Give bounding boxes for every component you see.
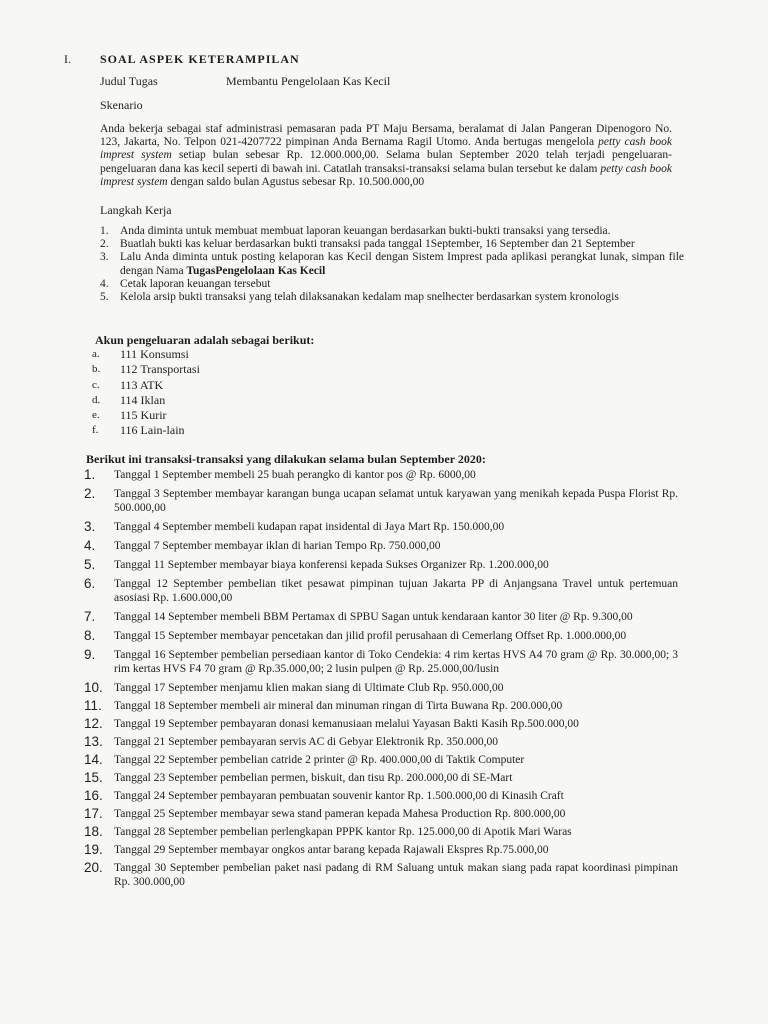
transaksi-item: 2. Tanggal 3 September membayar karangan bunga ucapan selamat untuk karyawan yang menikah kepada Puspa Florist Rp. 500.000,00: [84, 486, 678, 514]
transaksi-item: 5. Tanggal 11 September membayar biaya konferensi kepada Sukses Organizer Rp. 1.200.000,00: [84, 557, 549, 572]
section-title: SOAL ASPEK KETERAMPILAN: [100, 52, 300, 66]
judul-value: Membantu Pengelolaan Kas Kecil: [226, 74, 391, 88]
transaksi-item: 6. Tanggal 12 September pembelian tiket pesawat pimpinan tujuan Jakarta PP di Anjangsana Travel untuk pertemuan asosiasi Rp. 1.600.000,00: [84, 576, 678, 604]
transaksi-item: 8. Tanggal 15 September membayar pencetakan dan jilid profil perusahaan di Cemerlang Offset Rp. 1.000.000,00: [84, 628, 627, 643]
transaksi-item: 19. Tanggal 29 September membayar ongkos antar barang kepada Rajawali Ekspres Rp.75.000,00: [84, 842, 549, 857]
transaksi-item: 9. Tanggal 16 September pembelian persediaan kantor di Toko Cendekia: 4 rim kertas HVS A4 70 gram @ Rp. 30.000,00; 3 rim kertas HVS F4 70 gram @ Rp.35.000,00; 2 lusin pulpen @ Rp. 25.000,00/lusin: [84, 647, 678, 675]
langkah-step: 5. Kelola arsip bukti transaksi yang telah dilaksanakan kedalam map snelhecter berdasarkan system kronologis: [100, 291, 619, 304]
transaksi-item: 20. Tanggal 30 September pembelian paket nasi padang di RM Saluang untuk makan siang pada rapat koordinasi pimpinan Rp. 300.000,00: [84, 860, 678, 888]
judul-label: Judul Tugas: [100, 74, 158, 88]
akun-title: Akun pengeluaran adalah sebagai berikut:: [95, 333, 315, 347]
langkah-step: 4. Cetak laporan keuangan tersebut: [100, 277, 271, 290]
transaksi-item: 11. Tanggal 18 September membeli air mineral dan minuman ringan di Tirta Buwana Rp. 200.000,00: [84, 698, 563, 713]
langkah-label: Langkah Kerja: [100, 203, 172, 217]
transaksi-item: 3. Tanggal 4 September membeli kudapan rapat insidental di Jaya Mart Rp. 150.000,00: [84, 519, 505, 534]
akun-item: c. 113 ATK: [92, 377, 164, 392]
transaksi-item: 13. Tanggal 21 September pembayaran servis AC di Gebyar Elektronik Rp. 350.000,00: [84, 734, 499, 749]
transaksi-item: 14. Tanggal 22 September pembelian catride 2 printer @ Rp. 400.000,00 di Taktik Computer: [84, 752, 525, 767]
transaksi-item: 1. Tanggal 1 September membeli 25 buah perangko di kantor pos @ Rp. 6000,00: [84, 467, 476, 482]
transaksi-item: 15. Tanggal 23 September pembelian permen, biskuit, dan tisu Rp. 200.000,00 di SE-Mart: [84, 770, 513, 785]
langkah-step: 1. Anda diminta untuk membuat membuat laporan keuangan berdasarkan bukti-bukti transaksi yang tersedia.: [100, 225, 611, 237]
transaksi-title: Berikut ini transaksi-transaksi yang dilakukan selama bulan September 2020:: [86, 452, 486, 466]
akun-item: f. 116 Lain-lain: [92, 423, 185, 438]
transaksi-list: [84, 468, 678, 889]
langkah-step: 3. Lalu Anda diminta untuk posting kelaporan kas Kecil dengan Sistem Imprest pada aplikasi perangkat lunak, simpan file dengan Nama TugasPengelolaan Kas Kecil: [100, 251, 684, 277]
transaksi-item: 12. Tanggal 19 September pembayaran donasi kemanusiaan melalui Yayasan Bakti Kasih Rp.500.000,00: [84, 716, 579, 731]
skenario-paragraph: Anda bekerja sebagai staf administrasi pemasaran pada PT Maju Bersama, beralamat di Jalan Pangeran Dipenogoro No. 123, Jakarta, No. Telpon 021-4207722 pimpinan Anda Bernama Ragil Utomo. Anda bertugas mengelola petty cash book imprest system setiap bulan sebesar Rp. 12.000.000,00. Selama bulan September 2020 telah terjadi pengeluaran-pengeluaran dana kas kecil seperti di bawah ini. Catatlah transaksi-transaksi selama bulan tersebut ke dalam petty cash book imprest system dengan saldo bulan Agustus sebesar Rp. 10.500.000,00: [100, 123, 672, 188]
transaksi-item: 4. Tanggal 7 September membayar iklan di harian Tempo Rp. 750.000,00: [84, 538, 441, 553]
transaksi-item: 17. Tanggal 25 September membayar sewa stand pameran kepada Mahesa Production Rp. 800.000,00: [84, 806, 566, 821]
akun-list: [92, 347, 200, 439]
akun-item: e. 115 Kurir: [92, 408, 167, 423]
akun-item: a. 111 Konsumsi: [92, 347, 189, 361]
transaksi-item: 18. Tanggal 28 September pembelian perlengkapan PPPK kantor Rp. 125.000,00 di Apotik Mari Waras: [84, 824, 572, 839]
langkah-step: 2. Buatlah bukti kas keluar berdasarkan bukti transaksi pada tanggal 1September, 16 September dan 21 September: [100, 238, 635, 251]
akun-item: b. 112 Transportasi: [92, 362, 200, 377]
section-number: I.: [64, 52, 71, 66]
transaksi-item: 16. Tanggal 24 September pembayaran pembuatan souvenir kantor Rp. 1.500.000,00 di Kinasih Craft: [84, 788, 564, 803]
transaksi-item: 7. Tanggal 14 September membeli BBM Pertamax di SPBU Sagan untuk kendaraan kantor 30 liter @ Rp. 9.300,00: [84, 609, 633, 624]
langkah-list: [100, 225, 684, 304]
skenario-label: Skenario: [100, 98, 143, 112]
transaksi-item: 10. Tanggal 17 September menjamu klien makan siang di Ultimate Club Rp. 950.000,00: [84, 680, 504, 695]
akun-item: d. 114 Iklan: [92, 392, 166, 407]
